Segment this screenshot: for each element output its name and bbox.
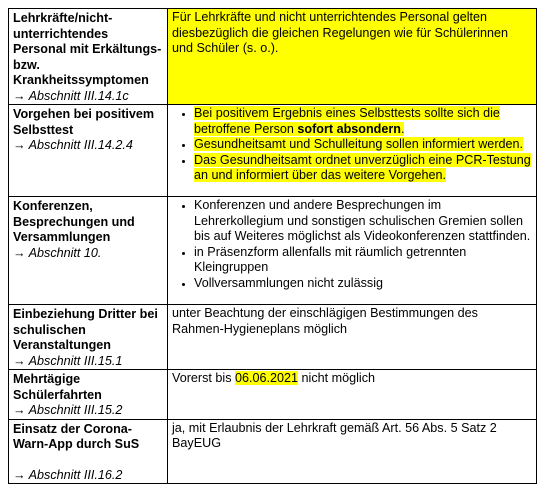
list-item [194, 106, 532, 137]
table-row [9, 305, 537, 370]
bullet-list [172, 198, 532, 291]
table-row [9, 419, 537, 484]
row-content [168, 9, 537, 105]
rules-table [8, 8, 537, 484]
list-item-text: Bei positivem Ergebnis eines Selbsttests sollte sich die betroffene Person [194, 106, 500, 136]
row-content [168, 370, 537, 420]
row-header [9, 105, 168, 197]
row-text: Für Lehrkräfte und nicht unterrichtendes Personal gelten diesbezüglich die gleichen Regelungen wie für Schülerinnen und Schüler (s. o.). [172, 10, 509, 55]
row-title: Lehrkräfte/nicht-unterrichtendes Personal mit Erkältungs- bzw. Krankheitssymptomen [13, 11, 162, 87]
row-header [9, 305, 168, 370]
row-text: ja, mit Erlaubnis der Lehrkraft gemäß Art. 56 Abs. 5 Satz 2 BayEUG [172, 420, 497, 450]
list-item: • Vollversammlungen nicht zulässig [194, 276, 532, 292]
table-row [9, 370, 537, 420]
row-header [9, 419, 168, 484]
section-reference: → Abschnitt III.14.2.4 [13, 138, 133, 152]
table-row [9, 9, 537, 105]
row-content [168, 305, 537, 370]
list-item: • in Präsenzform allenfalls mit räumlich getrennten Kleingruppen [194, 245, 532, 276]
row-text: nicht möglich [298, 371, 376, 385]
list-item-text: Das Gesundheitsamt ordnet unverzüglich eine PCR-Testung an und informiert über das weitere Vorgehen. [194, 152, 531, 182]
list-item: • Konferenzen und andere Besprechungen im Lehrerkollegium und sonstigen schulischen Gremien sollen bis auf Weiteres möglichst als Videokonferenzen stattfinden. [194, 198, 532, 245]
row-title: Vorgehen bei positivem Selbsttest [13, 107, 155, 137]
table-row [9, 105, 537, 197]
section-reference: → Abschnitt III.15.2 [13, 403, 123, 417]
row-content [168, 419, 537, 484]
row-title: Einbeziehung Dritter bei schulischen Veranstaltungen [13, 307, 158, 352]
bullet-list [172, 106, 532, 184]
row-header [9, 9, 168, 105]
list-item-emphasis: sofort absondern [297, 121, 401, 136]
row-title: Einsatz der Corona-Warn-App durch SuS [13, 421, 140, 451]
row-text: unter Beachtung der einschlägigen Bestimmungen des Rahmen-Hygieneplans möglich [172, 306, 478, 336]
list-item-text: Gesundheitsamt und Schulleitung sollen informiert werden. [194, 137, 524, 151]
row-title: Mehrtägige Schülerfahrten [13, 372, 102, 402]
list-item [194, 153, 532, 184]
row-title: Konferenzen, Besprechungen und Versammlungen [13, 199, 135, 244]
row-content [168, 105, 537, 197]
row-content [168, 197, 537, 305]
row-header [9, 370, 168, 420]
section-reference: → Abschnitt III.15.1 [13, 353, 123, 368]
table-row [9, 197, 537, 305]
list-item-text: . [400, 121, 405, 136]
row-text: Vorerst bis [172, 371, 235, 385]
date-highlight: 06.06.2021 [235, 371, 299, 385]
row-header [9, 197, 168, 305]
section-reference: → Abschnitt III.14.1c [13, 88, 129, 103]
list-item [194, 137, 532, 153]
section-reference: → Abschnitt 10. [13, 245, 102, 260]
section-reference: → Abschnitt III.16.2 [13, 467, 123, 482]
